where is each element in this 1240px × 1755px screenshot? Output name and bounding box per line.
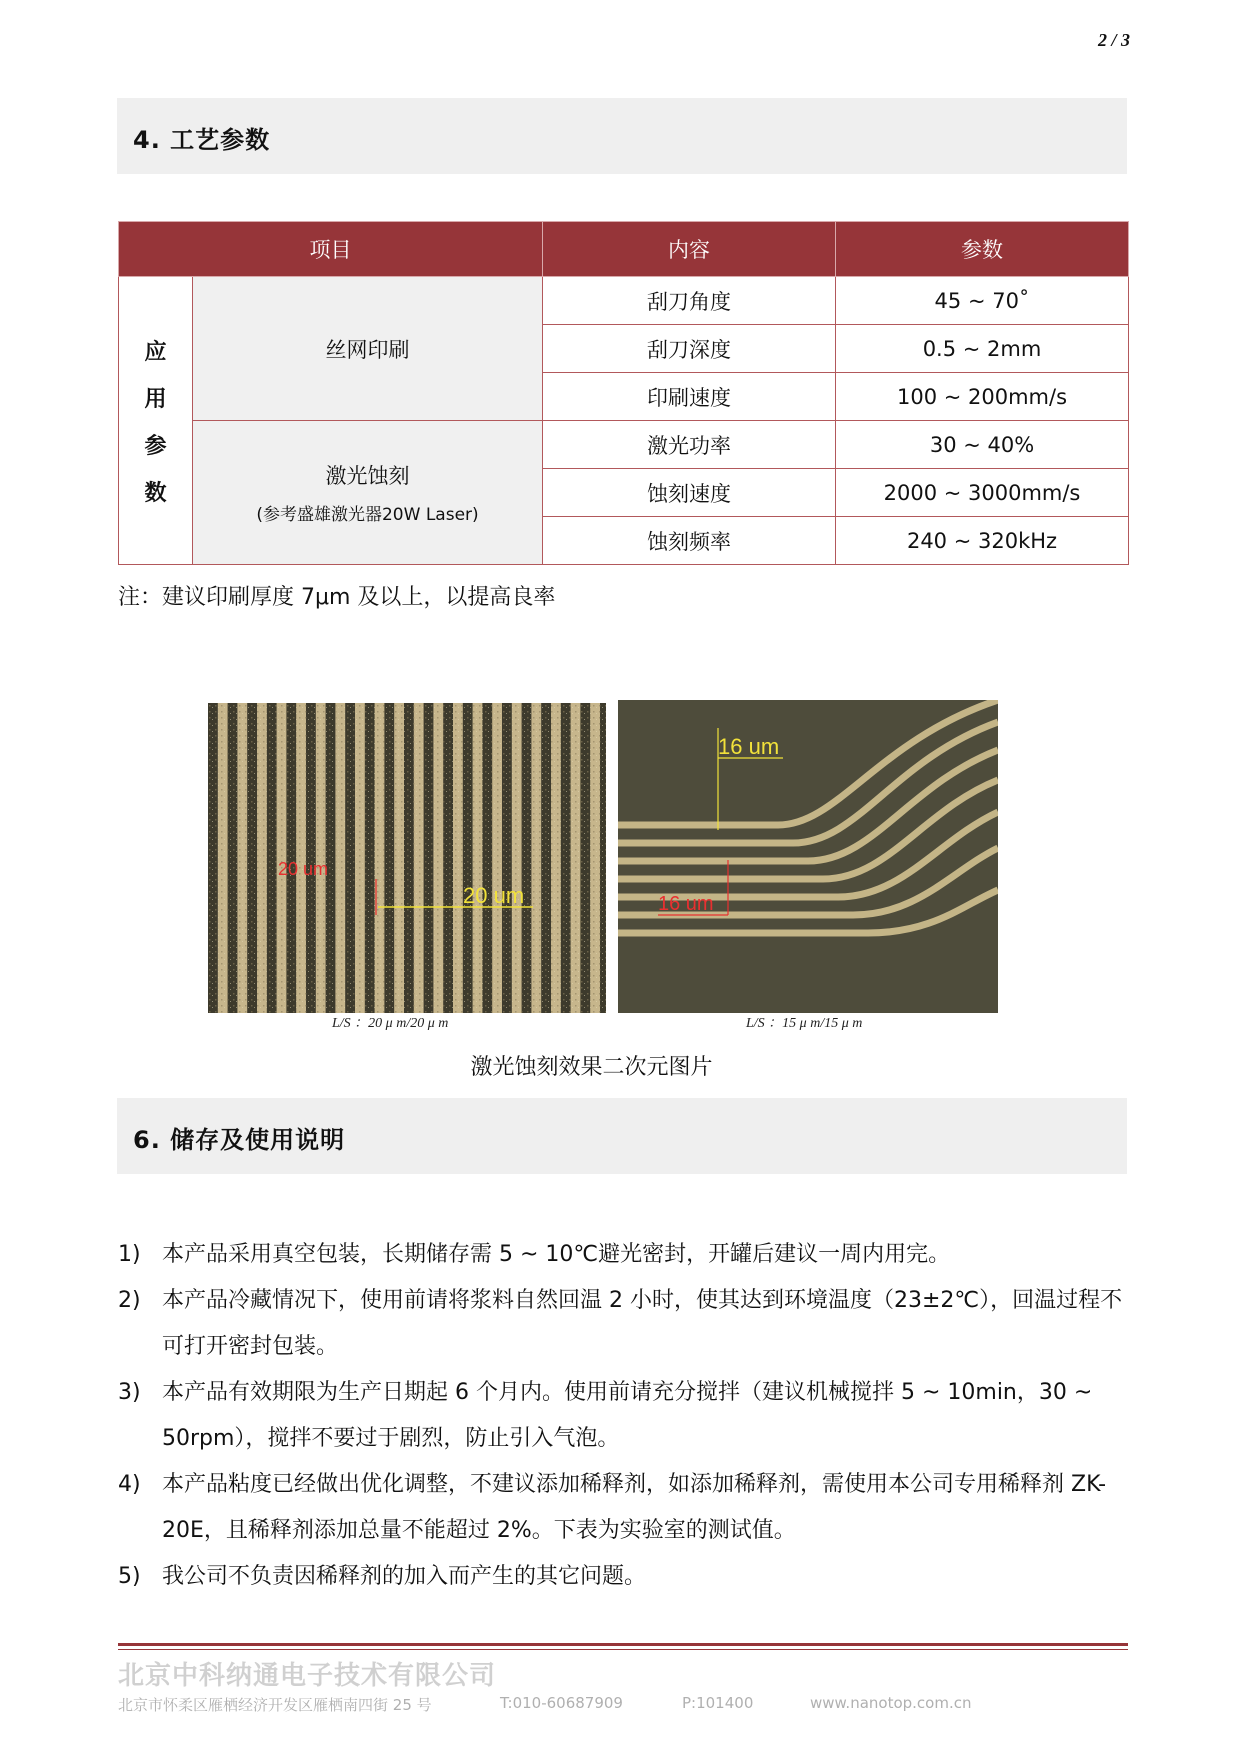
header-item: 项目	[119, 222, 543, 277]
figure-left-caption: L/S ：20 μ m/20 μ m	[332, 1016, 449, 1031]
category-char: 用	[144, 386, 167, 412]
annotation-yellow: 20 um	[463, 883, 525, 908]
content-cell: 印刷速度	[543, 373, 836, 421]
list-item-text: 本产品冷藏情况下，使用前请将浆料自然回温 2 小时，使其达到环境温度（23±2℃），回温过程不可打开密封包装。	[162, 1288, 1123, 1359]
list-item-number: 3)	[118, 1380, 141, 1405]
section-6-header	[117, 1098, 1127, 1174]
process-parameters-table	[118, 221, 1129, 565]
content-cell: 蚀刻频率	[543, 517, 836, 565]
table-header-row	[119, 222, 1129, 277]
footer-address: 北京市怀柔区雁栖经济开发区雁栖南四街 25 号	[118, 1696, 432, 1714]
param-cell: 0.5 ~ 2mm	[836, 325, 1129, 373]
group-laser-etching	[193, 421, 543, 565]
footer-website[interactable]: www.nanotop.com.cn	[810, 1694, 972, 1712]
list-item-text: 本产品有效期限为生产日期起 6 个月内。使用前请充分搅拌（建议机械搅拌 5 ~ 10min，30 ~ 50rpm），搅拌不要过于剧烈，防止引入气泡。	[162, 1380, 1093, 1451]
list-item	[118, 1370, 1128, 1462]
group-screen-printing	[193, 277, 543, 421]
table-row	[119, 277, 1129, 325]
section-4-title: 4. 工艺参数	[133, 126, 271, 154]
figure-title: 激光蚀刻效果二次元图片	[470, 1055, 713, 1080]
content-cell: 刮刀深度	[543, 325, 836, 373]
list-item-number: 2)	[118, 1288, 141, 1313]
list-item-text: 本产品粘度已经做出优化调整，不建议添加稀释剂，如添加稀释剂，需使用本公司专用稀释剂 ZK-20E，且稀释剂添加总量不能超过 2%。下表为实验室的测试值。	[162, 1472, 1107, 1543]
list-item	[118, 1462, 1128, 1554]
category-char: 参	[144, 433, 167, 459]
list-item-text: 我公司不负责因稀释剂的加入而产生的其它问题。	[162, 1564, 647, 1589]
category-char: 数	[144, 480, 167, 506]
figure-right-caption: L/S ：15 μ m/15 μ m	[746, 1016, 863, 1031]
group-name: 激光蚀刻	[325, 464, 410, 488]
list-item-number: 1)	[118, 1242, 141, 1267]
annotation-yellow: 16 um	[718, 734, 780, 759]
param-cell: 45 ~ 70˚	[836, 277, 1129, 325]
header-param: 参数	[836, 222, 1129, 277]
list-item	[118, 1232, 1128, 1278]
table-note: 注：建议印刷厚度 7μm 及以上，以提高良率	[118, 585, 556, 610]
param-cell: 240 ~ 320kHz	[836, 517, 1129, 565]
footer-divider	[118, 1649, 1128, 1650]
list-item	[118, 1278, 1128, 1370]
content-cell: 蚀刻速度	[543, 469, 836, 517]
param-cell: 30 ~ 40%	[836, 421, 1129, 469]
list-item-text: 本产品采用真空包装，长期储存需 5 ~ 10℃避光密封，开罐后建议一周内用完。	[162, 1242, 951, 1267]
list-item	[118, 1554, 1128, 1600]
micrograph-straight-lines	[208, 703, 606, 1013]
param-cell: 100 ~ 200mm/s	[836, 373, 1129, 421]
param-cell: 2000 ~ 3000mm/s	[836, 469, 1129, 517]
footer-divider	[118, 1643, 1128, 1646]
group-note: (参考盛雄激光器20W Laser)	[256, 505, 479, 525]
storage-instructions-list	[118, 1232, 1128, 1600]
header-content: 内容	[543, 222, 836, 277]
footer-postcode: P:101400	[682, 1694, 754, 1712]
content-cell: 刮刀角度	[543, 277, 836, 325]
content-cell: 激光功率	[543, 421, 836, 469]
micrograph-curved-lines	[618, 700, 998, 1013]
page-number: 2 / 3	[1097, 30, 1130, 50]
category-cell	[119, 277, 193, 565]
annotation-red: 16 um	[658, 893, 714, 915]
category-char: 应	[144, 339, 167, 365]
footer-telephone: T:010-60687909	[500, 1694, 623, 1712]
list-item-number: 5)	[118, 1564, 141, 1589]
section-6-title: 6. 储存及使用说明	[133, 1126, 346, 1154]
list-item-number: 4)	[118, 1472, 141, 1497]
section-4-header	[117, 98, 1127, 174]
company-name: 北京中科纳通电子技术有限公司	[118, 1661, 497, 1691]
table-row	[119, 421, 1129, 469]
group-name: 丝网印刷	[325, 337, 410, 362]
annotation-red: 20 um	[278, 859, 329, 879]
